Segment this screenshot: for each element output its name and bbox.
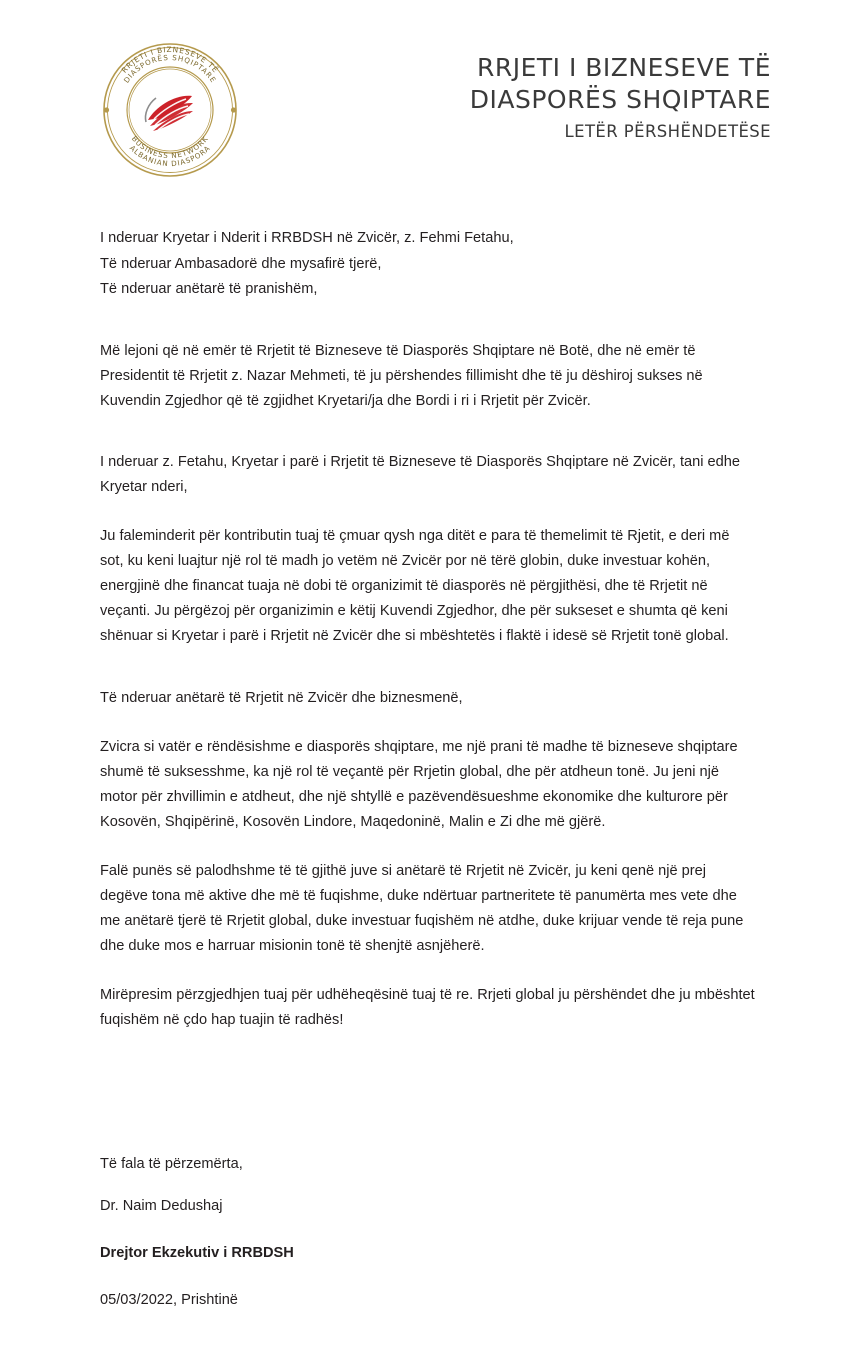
paragraph: Zvicra si vatër e rëndësishme e diasporës shqiptare, me një prani të madhe të bizneseve shqiptare shumë të suksesshme, ka një rol të veçantë për Rrjetin global, dhe për atdheun tonë. Ju jeni një motor për zhvillimin e atdheut, dhe një shtyllë e pazëvendësueshme ekonomike dhe kulturore për Kosovën, Shqipërinë, Kosovën Lindore, Maqedoninë, Malin e Zi dhe më gjërë. — [100, 738, 738, 830]
document-type-label: LETËR PËRSHËNDETËSE — [564, 122, 771, 141]
circular-emblem-logo-icon — [100, 40, 240, 180]
svg-text:DIASPORËS SHQIPTARE: DIASPORËS SHQIPTARE — [121, 52, 219, 85]
paragraph: Të nderuar anëtarë të Rrjetit në Zvicër dhe biznesmenë, — [100, 689, 463, 706]
svg-text:RRJETI I BIZNESEVE TË: RRJETI I BIZNESEVE TË — [119, 44, 221, 75]
svg-text:ALBANIAN DIASPORA: ALBANIAN DIASPORA — [127, 143, 213, 169]
paragraph: Falë punës së palodhshme të të gjithë juve si anëtarë të Rrjetit në Zvicër, ju keni qenë një prej degëve tona më aktive dhe më të fuqishme, duke ndërtuar partneritete të panumërta mes vete dhe me anëtarë tjerë të Rrjetit global, duke investuar fuqishëm në atdhe, duke krijuar vende të reja pune dhe duke mos e harruar misionin tonë të shenjtë asnjëherë. — [100, 863, 744, 955]
salutation-block — [100, 226, 756, 303]
signer-name: Dr. Naim Dedushaj — [100, 1198, 223, 1215]
signer-role: Drejtor Ekzekutiv i RRBDSH — [100, 1245, 294, 1262]
salutation-line: Të nderuar anëtarë të pranishëm, — [100, 281, 318, 298]
paragraph: Mirëpresim përzgjedhjen tuaj për udhëheqësinë tuaj të re. Rrjeti global ju përshëndet dhe ju mbështet fuqishëm në çdo hap tuajin të radhës! — [100, 987, 755, 1029]
organization-name-line2: DIASPORËS SHQIPTARE — [469, 85, 771, 114]
closing-phrase: Të fala të përzemërta, — [100, 1155, 243, 1172]
paragraph: Më lejoni që në emër të Rrjetit të Bizneseve të Diasporës Shqiptare në Botë, dhe në emër të Presidentit të Rrjetit z. Nazar Mehmeti, të ju përshendes fillimisht dhe të ju dëshiroj sukses në Kuvendin Zgjedhor që të zgjidhet Kryetari/ja dhe Bordi i ri i Rrjetit për Zvicër. — [100, 342, 703, 409]
date-and-place: 05/03/2022, Prishtinë — [100, 1291, 238, 1308]
svg-text:BUSINESS NETWORK: BUSINESS NETWORK — [129, 134, 211, 161]
letterhead — [0, 0, 868, 180]
paragraph: I nderuar z. Fetahu, Kryetar i parë i Rrjetit të Bizneseve të Diasporës Shqiptare në Zvicër, tani edhe Kryetar nderi, — [100, 453, 741, 495]
letter-body — [0, 226, 868, 1034]
organization-logo — [100, 40, 240, 180]
organization-name-line1: RRJETI I BIZNESEVE TË — [476, 53, 771, 82]
salutation-line: I nderuar Kryetar i Nderit i RRBDSH në Zvicër, z. Fehmi Fetahu, — [100, 230, 514, 246]
signature-block — [0, 1152, 868, 1313]
salutation-line: Të nderuar Ambasadorë dhe mysafirë tjerë, — [100, 255, 382, 272]
paragraph: Ju faleminderit për kontributin tuaj të çmuar qysh nga ditët e para të themelimit të Rjetit, e deri më sot, ku keni luajtur një rol të madh jo vetëm në Zvicër por në tërë globin, duke investuar kohën, energjinë dhe financat tuaja në dobi të organizimit të diasporës në përgjithësi, dhe të Rrjetit në veçanti. Ju përgëzoj për organizimin e këtij Kuvendi Zgjedhor, dhe për sukseset e shumta që keni shënuar si Kryetar i parë i Rrjetit në Zvicër dhe si mbështetës i flaktë i idesë së Rrjetit tonë global. — [100, 528, 730, 645]
letterhead-title-block — [470, 40, 771, 141]
